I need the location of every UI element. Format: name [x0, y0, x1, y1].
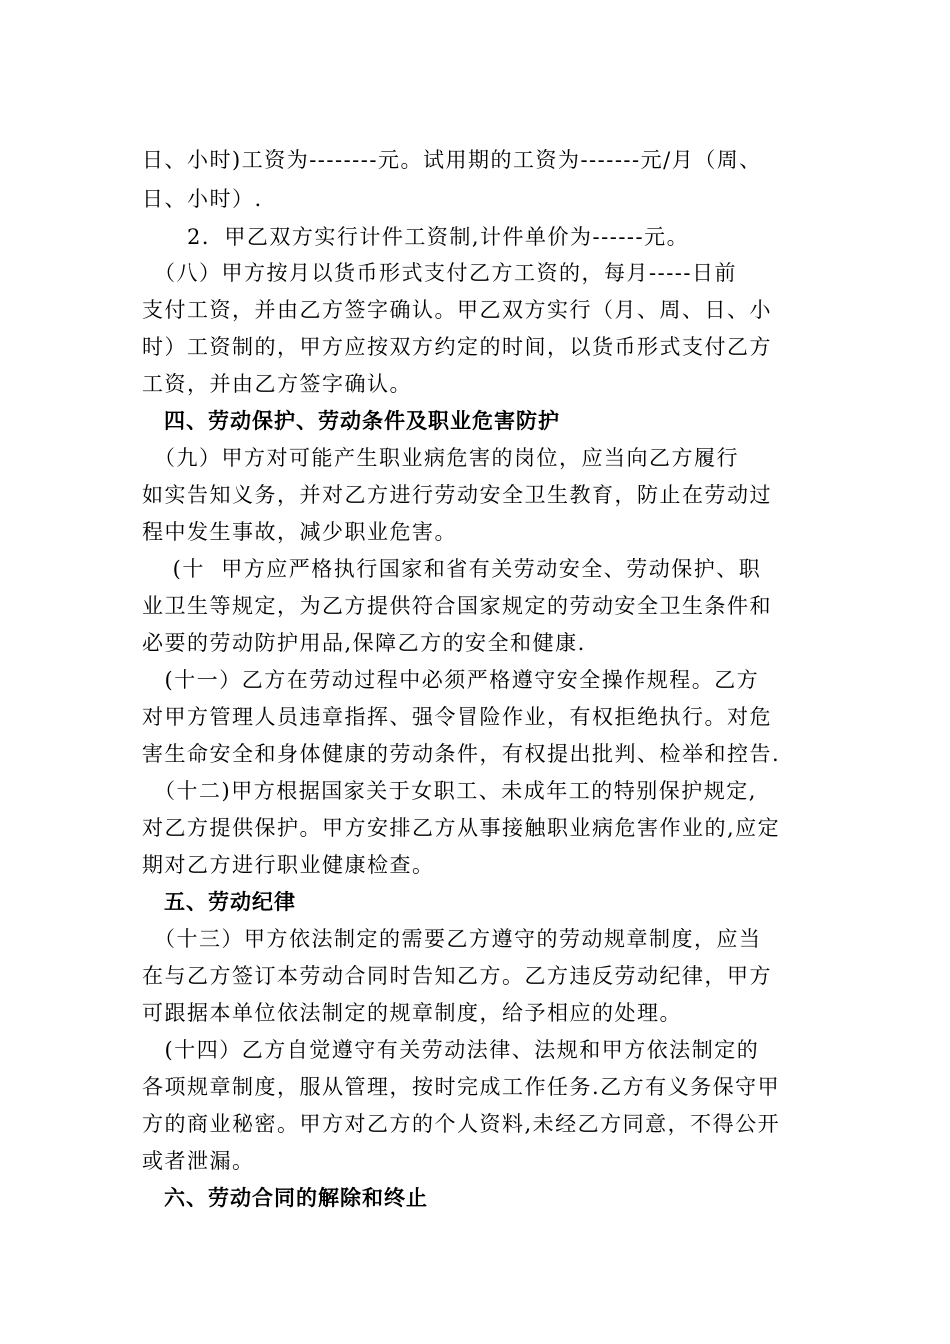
- text-line: 日、小时)工资为--------元。试用期的工资为-------元/月（周、: [142, 148, 762, 172]
- text-line: 对甲方管理人员违章指挥、强令冒险作业，有权拒绝执行。对危: [142, 705, 772, 729]
- text-line: 如实告知义务，并对乙方进行劳动安全卫生教育，防止在劳动过: [142, 483, 772, 507]
- text-line: 方的商业秘密。甲方对乙方的个人资料,未经乙方同意，不得公开: [142, 1112, 781, 1136]
- text-line: （八）甲方按月以货币形式支付乙方工资的，每月-----日前: [142, 261, 737, 285]
- text-line: 业卫生等规定，为乙方提供符合国家规定的劳动安全卫生条件和: [142, 594, 772, 618]
- text-line: (十一）乙方在劳动过程中必须严格遵守安全操作规程。乙方: [142, 668, 760, 692]
- text-line: 对乙方提供保护。甲方安排乙方从事接触职业病危害作业的,应定: [142, 816, 781, 840]
- text-line: 2．甲乙双方实行计件工资制,计件单价为------元。: [142, 225, 690, 249]
- section-heading: 五、劳动纪律: [142, 890, 296, 914]
- text-line: (十 甲方应严格执行国家和省有关劳动安全、劳动保护、职: [142, 557, 762, 581]
- text-line: 工资，并由乙方签字确认。: [142, 372, 412, 396]
- section-heading: 六、劳动合同的解除和终止: [142, 1186, 428, 1210]
- text-line: 害生命安全和身体健康的劳动条件，有权提出批判、检举和控告.: [142, 742, 781, 766]
- text-line: 程中发生事故，减少职业危害。: [142, 520, 457, 544]
- text-line: 时）工资制的，甲方应按双方约定的时间，以货币形式支付乙方: [142, 335, 772, 359]
- text-line: （九）甲方对可能产生职业病危害的岗位，应当向乙方履行: [142, 446, 739, 470]
- section-heading: 四、劳动保护、劳动条件及职业危害防护: [142, 409, 560, 433]
- text-line: （十三）甲方依法制定的需要乙方遵守的劳动规章制度，应当: [142, 927, 762, 951]
- text-line: 可跟据本单位依法制定的规章制度，给予相应的处理。: [142, 1001, 682, 1025]
- text-line: 必要的劳动防护用品,保障乙方的安全和健康.: [142, 631, 586, 655]
- text-line: (十四）乙方自觉遵守有关劳动法律、法规和甲方依法制定的: [142, 1038, 760, 1062]
- text-line: 或者泄漏。: [142, 1149, 255, 1173]
- text-line: 在与乙方签订本劳动合同时告知乙方。乙方违反劳动纪律，甲方: [142, 964, 772, 988]
- text-line: 期对乙方进行职业健康检查。: [142, 853, 435, 877]
- text-line: 日、小时）.: [142, 187, 263, 211]
- text-line: 各项规章制度，服从管理，按时完成工作任务.乙方有义务保守甲: [142, 1075, 781, 1099]
- text-line: 支付工资，并由乙方签字确认。甲乙双方实行（月、周、日、小: [142, 298, 772, 322]
- text-line: （十二)甲方根据国家关于女职工、未成年工的特别保护规定,: [142, 779, 757, 803]
